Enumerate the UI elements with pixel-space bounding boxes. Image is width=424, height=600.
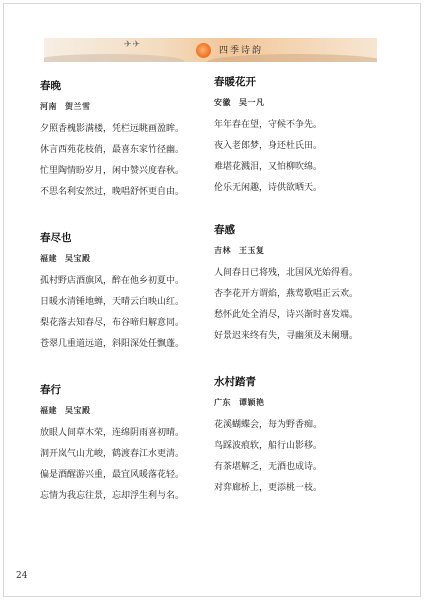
poem-lines — [214, 415, 396, 499]
poem-author — [40, 101, 222, 112]
poem-line: 伦乐无闲趣，诗供欲晒天。 — [214, 183, 323, 193]
poem-title: 春行 — [40, 384, 61, 396]
poem — [40, 382, 222, 507]
poem-line: 放眼人间草木荣，连绵阴雨喜初晴。 — [40, 428, 185, 438]
poem-line: 人间春日已将残，北国风光始得看。 — [214, 268, 359, 278]
poem — [214, 374, 396, 499]
poem-author — [214, 397, 396, 408]
poem-line: 日暖水清锤地蝉，天晴云白映山红。 — [40, 297, 185, 307]
poem — [40, 78, 222, 203]
poem-author-name: 谭颖艳 — [239, 397, 265, 407]
poem-author-name: 贺兰雪 — [65, 101, 91, 111]
poem-lines — [40, 423, 222, 507]
poem-author-name: 吴宝殿 — [65, 405, 91, 415]
page-number: 24 — [16, 571, 28, 581]
poem-line: 杏李花开方谓焰，燕莺歌唱正云欢。 — [214, 289, 359, 299]
poem-title: 春尽也 — [40, 232, 72, 244]
poem-author-name: 吴宝殿 — [65, 253, 91, 263]
poem-line: 偏是酒醒游兴重，最宜风暖落花轻。 — [40, 470, 185, 480]
poem-title: 春暖花开 — [214, 76, 256, 88]
poem-province: 河南 — [40, 101, 57, 111]
poem-province: 福建 — [40, 253, 57, 263]
poem-author — [40, 253, 222, 264]
poem-author-name: 吴一凡 — [239, 97, 265, 107]
poem-line: 鸟踩波痕软，船行山影移。 — [214, 441, 323, 451]
poem-province: 安徽 — [214, 97, 231, 107]
poem-lines — [214, 115, 396, 199]
poem-lines — [40, 271, 222, 355]
poem-line: 夕照香槐影满楼，凭栏远眺画盈眸。 — [40, 124, 185, 134]
poem — [214, 74, 396, 199]
poem-title: 春晚 — [40, 80, 61, 92]
poem-author-name: 王玉复 — [239, 245, 265, 255]
poem-line: 忘情为我忘往景，忘却浮生利与名。 — [40, 491, 185, 501]
poem — [214, 222, 396, 347]
poem-author — [214, 97, 396, 108]
poem-line: 花溪蝴蝶会，每为野香痴。 — [214, 420, 323, 430]
poem-province: 广东 — [214, 397, 231, 407]
poem-line: 休言西苑花枝俏，最喜东家竹径幽。 — [40, 145, 185, 155]
poem-line: 忙里陶情盼岁月，闲中赞兴度春秋。 — [40, 166, 185, 176]
poem-author — [40, 405, 222, 416]
poem-title: 水村踏青 — [214, 376, 256, 388]
poem-line: 愁怀此处全消尽，诗兴渐时喜发端。 — [214, 310, 359, 320]
poem-line: 难堪花溅泪，又怕柳吹绵。 — [214, 162, 323, 172]
poem-line: 对弈廊桥上，更添桃一枝。 — [214, 483, 323, 493]
poem-author — [214, 245, 396, 256]
header-title: 四季诗韵 — [219, 46, 264, 56]
header-banner — [44, 38, 377, 62]
poem-province: 吉林 — [214, 245, 231, 255]
cranes-icon: ✈✈ — [124, 40, 142, 50]
poem-line: 夜入老郎梦，身还杜氏田。 — [214, 141, 323, 151]
poem — [40, 230, 222, 355]
poem-line: 不思名利安然过，晚唱舒怀更自由。 — [40, 187, 185, 197]
poem-line: 苍翠几重道远道，斜阳深处任飘蓬。 — [40, 339, 185, 349]
poem-line: 梨花落去知春尽，布谷啼归解意同。 — [40, 318, 185, 328]
poem-line: 年年春在望，守候不争先。 — [214, 120, 323, 130]
banner-hill — [44, 54, 184, 62]
poem-lines — [40, 119, 222, 203]
poem-title: 春感 — [214, 224, 235, 236]
poem-line: 洞开岚气山尤峻，鹤渡春江水更清。 — [40, 449, 185, 459]
poem-line: 有茶堪解乏，无酒也成诗。 — [214, 462, 323, 472]
poem-province: 福建 — [40, 405, 57, 415]
poem-line: 孤村野店酒旗风，醉在他乡初夏中。 — [40, 276, 185, 286]
sun-icon — [196, 43, 211, 58]
poem-lines — [214, 263, 396, 347]
poem-line: 好景迟来终有失，寻幽须及未阑珊。 — [214, 331, 359, 341]
